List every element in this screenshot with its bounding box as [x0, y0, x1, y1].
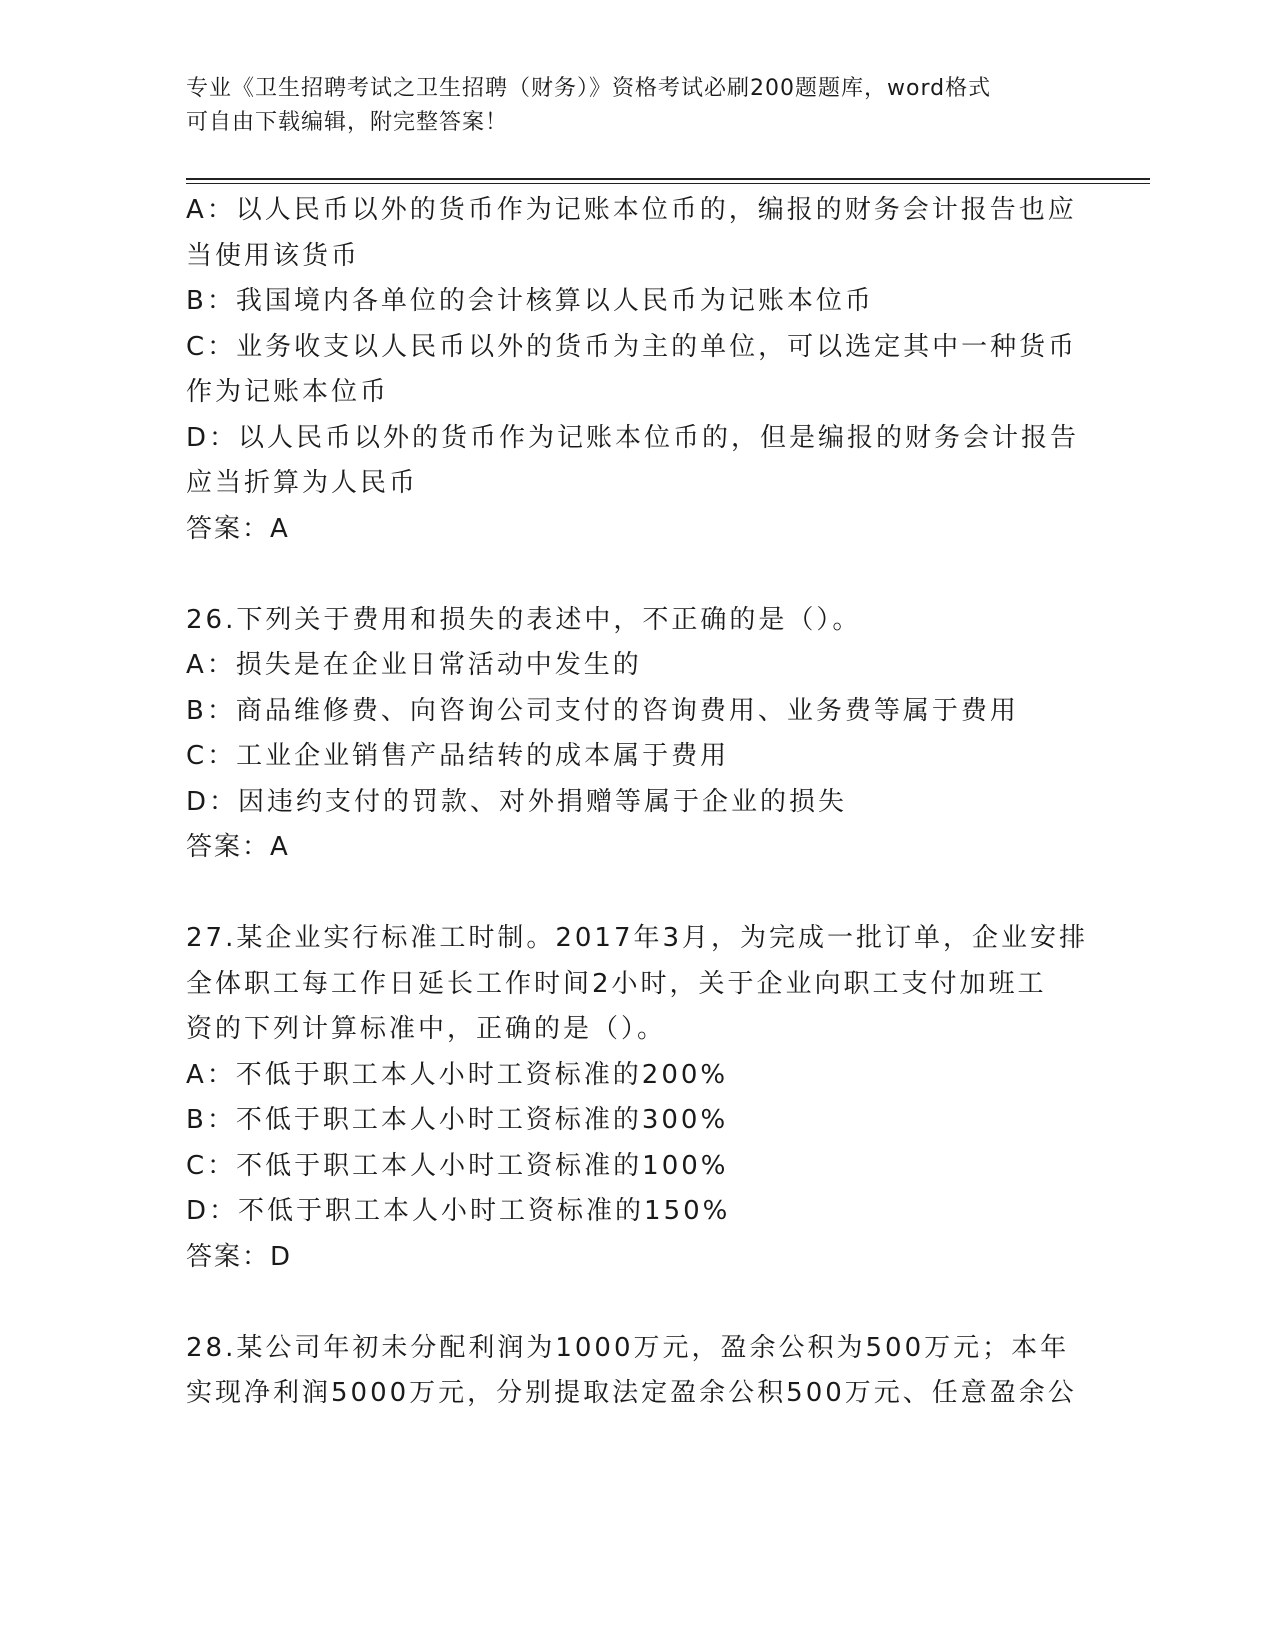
answer-line: 答案：A — [186, 832, 290, 862]
option-line: C：业务收支以人民币以外的货币为主的单位，可以选定其中一种货币 — [186, 331, 1078, 362]
option-line: D：因违约支付的罚款、对外捐赠等属于企业的损失 — [186, 786, 848, 817]
question-stem: 实现净利润5000万元，分别提取法定盈余公积500万元、任意盈余公 — [186, 1378, 1077, 1408]
question-stem: 全体职工每工作日延长工作时间2小时，关于企业向职工支付加班工 — [186, 968, 1047, 999]
spacer — [186, 552, 1086, 598]
document-header — [186, 72, 1086, 140]
question-stem: 28.某公司年初未分配利润为1000万元，盈余公积为500万元；本年 — [186, 1332, 1070, 1363]
question-content — [186, 188, 1089, 1417]
option-line: C：不低于职工本人小时工资标准的100% — [186, 1150, 729, 1181]
answer-line: 答案：A — [186, 513, 290, 544]
question-stem: 27.某企业实行标准工时制。2017年3月，为完成一批订单，企业安排 — [186, 923, 1089, 953]
question-stem: 26.下列关于费用和损失的表述中，不正确的是（）。 — [186, 604, 862, 635]
option-line: B：我国境内各单位的会计核算以人民币为记账本位币 — [186, 286, 874, 316]
header-line: 可自由下载编辑，附完整答案！ — [186, 110, 509, 135]
option-line: A：损失是在企业日常活动中发生的 — [186, 650, 642, 680]
option-line: C：工业企业销售产品结转的成本属于费用 — [186, 741, 730, 771]
option-line: B：不低于职工本人小时工资标准的300% — [186, 1105, 729, 1135]
answer-line: 答案：D — [186, 1241, 293, 1272]
header-divider-thin — [186, 183, 1150, 184]
header-line: 专业《卫生招聘考试之卫生招聘（财务）》资格考试必刷200题题库，word格式 — [186, 76, 992, 101]
question-28-block — [186, 1326, 1086, 1417]
question-stem: 资的下列计算标准中，正确的是（）。 — [186, 1014, 667, 1044]
option-line: B：商品维修费、向咨询公司支付的咨询费用、业务费等属于费用 — [186, 695, 1019, 726]
option-line: D：不低于职工本人小时工资标准的150% — [186, 1196, 731, 1226]
option-line: 应当折算为人民币 — [186, 468, 419, 498]
spacer — [186, 871, 1086, 917]
option-line: D：以人民币以外的货币作为记账本位币的，但是编报的财务会计报告 — [186, 422, 1080, 453]
question-25-block — [186, 188, 1086, 552]
option-line: A：不低于职工本人小时工资标准的200% — [186, 1059, 729, 1090]
question-26-block — [186, 598, 1086, 871]
option-line: 当使用该货币 — [186, 240, 361, 271]
spacer — [186, 1280, 1086, 1326]
option-line: 作为记账本位币 — [186, 377, 390, 407]
question-27-block — [186, 916, 1089, 1280]
option-line: A：以人民币以外的货币作为记账本位币的，编报的财务会计报告也应 — [186, 195, 1077, 225]
header-divider-thick — [186, 178, 1150, 180]
